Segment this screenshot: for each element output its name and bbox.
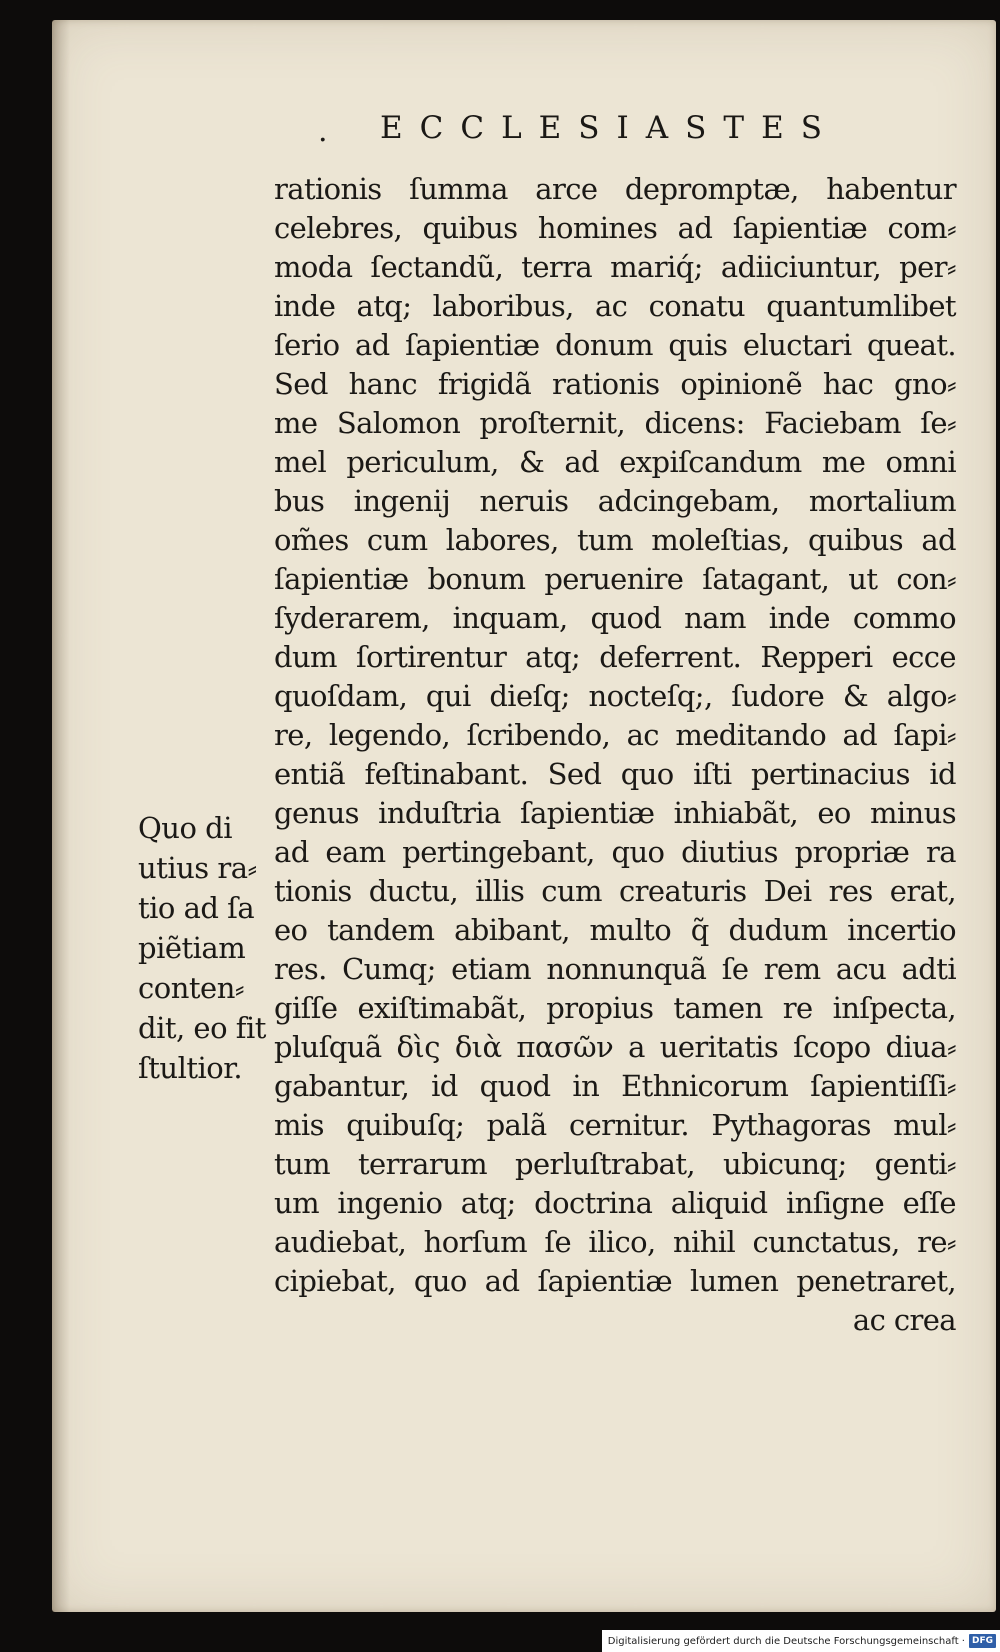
text-line: audiebat, horſum ſe ilico, nihil cunctatus, re⸗ bbox=[274, 1225, 956, 1259]
text-line: eo tandem abibant, multo q̃ dudum incertio bbox=[274, 913, 956, 947]
text-line: ſyderarem, inquam, quod nam inde commo bbox=[274, 601, 956, 635]
text-line: pluſquã δὶς διὰ πασῶν a ueritatis ſcopo diua⸗ bbox=[274, 1030, 956, 1064]
text-line: res. Cumq; etiam nonnunquã ſe rem acu adti bbox=[274, 952, 956, 986]
marginal-note-line: tio ad ſa bbox=[138, 891, 255, 925]
text-line: rationis ſumma arce depromptæ, habentur bbox=[274, 172, 956, 206]
text-line: ad eam pertingebant, quo diutius propriæ ra bbox=[274, 835, 956, 869]
page-header bbox=[0, 110, 1000, 154]
text-line: re, legendo, ſcribendo, ac meditando ad ſapi⸗ bbox=[274, 718, 956, 752]
text-line: me Salomon proſternit, dicens: Faciebam ſe⸗ bbox=[274, 406, 956, 440]
text-line: mis quibuſq; palã cernitur. Pythagoras mul⸗ bbox=[274, 1108, 956, 1142]
marginal-note-line: conten⸗ bbox=[138, 971, 245, 1005]
catchword: ac crea bbox=[852, 1303, 956, 1337]
text-line: cipiebat, quo ad ſapientiæ lumen penetraret, bbox=[274, 1264, 956, 1298]
text-line: tionis ductu, illis cum creaturis Dei res erat, bbox=[274, 874, 956, 908]
text-line: ſapientiæ bonum peruenire ſatagant, ut con⸗ bbox=[274, 562, 956, 596]
marginal-note-line: piẽtiam bbox=[138, 931, 246, 965]
text-line: gabantur, id quod in Ethnicorum ſapientiſſi⸗ bbox=[274, 1069, 956, 1103]
digitization-credit bbox=[602, 1630, 1000, 1652]
text-line: moda ſectandũ, terra mariq́; adiiciuntur, per⸗ bbox=[274, 250, 956, 284]
text-line: genus induſtria ſapientiæ inhiabãt, eo minus bbox=[274, 796, 956, 830]
dfg-logo-icon: DFG bbox=[969, 1634, 996, 1648]
credit-text: Digitalisierung gefördert durch die Deutsche Forschungsgemeinschaft · bbox=[607, 1635, 965, 1647]
text-line: quoſdam, qui dieſq; nocteſq;, ſudore & algo⸗ bbox=[274, 679, 956, 713]
text-line: entiã feſtinabant. Sed quo iſti pertinacius id bbox=[274, 757, 956, 791]
text-line: mel periculum, & ad expiſcandum me omni bbox=[274, 445, 956, 479]
header-marker: . bbox=[318, 114, 328, 149]
marginal-note bbox=[138, 808, 266, 1088]
main-text-block bbox=[274, 170, 956, 1340]
text-line: giſſe exiſtimabãt, propius tamen re inſpecta, bbox=[274, 991, 956, 1025]
marginal-note-line: utius ra⸗ bbox=[138, 851, 257, 885]
marginal-note-line: Quo di bbox=[138, 811, 232, 845]
marginal-note-line: dit, eo fit bbox=[138, 1011, 266, 1045]
text-line: inde atq; laboribus, ac conatu quantumlibet bbox=[274, 289, 956, 323]
running-head: ECCLESIASTES bbox=[380, 110, 839, 146]
text-line: ſerio ad ſapientiæ donum quis eluctari queat. bbox=[274, 328, 956, 362]
text-line: um ingenio atq; doctrina aliquid inſigne eſſe bbox=[274, 1186, 956, 1220]
marginal-note-line: ſtultior. bbox=[138, 1051, 243, 1085]
text-line: Sed hanc frigidã rationis opinionẽ hac gno⸗ bbox=[274, 367, 956, 401]
text-line: om̃es cum labores, tum moleſtias, quibus ad bbox=[274, 523, 956, 557]
text-line: tum terrarum perluſtrabat, ubicunq; genti⸗ bbox=[274, 1147, 956, 1181]
text-line: celebres, quibus homines ad ſapientiæ com⸗ bbox=[274, 211, 956, 245]
text-line: dum ſortirentur atq; deferrent. Repperi ecce bbox=[274, 640, 956, 674]
text-line: bus ingenij neruis adcingebam, mortalium bbox=[274, 484, 956, 518]
